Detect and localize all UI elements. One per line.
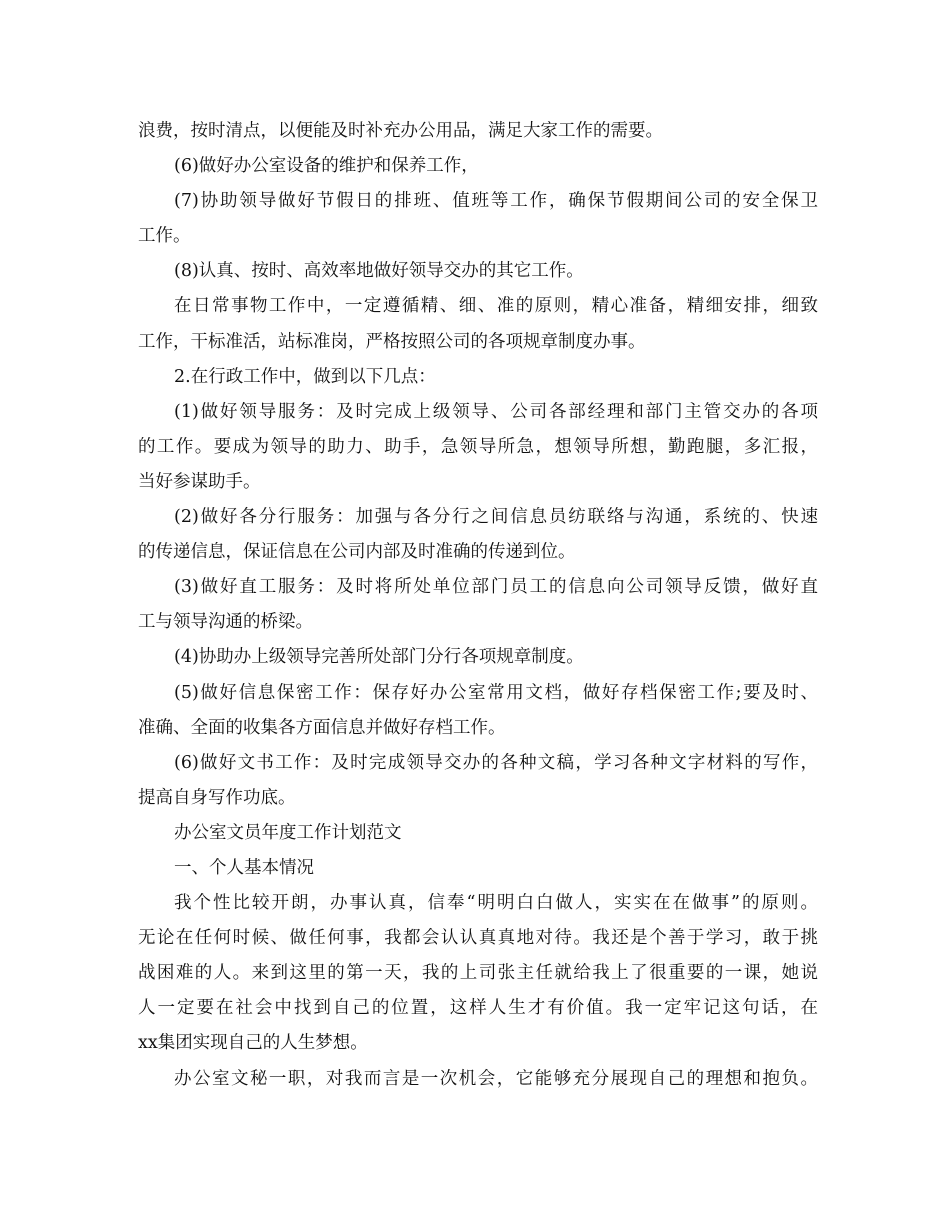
text-line: 提高自身写作功底。 (138, 787, 296, 808)
text-line: 工作。 (138, 226, 191, 247)
text-line: 战困难的人。来到这里的第一天，我的上司张主任就给我上了很重要的一课，她说 (138, 963, 818, 984)
text-line: (6)做好文书工作：及时完成领导交办的各种文稿，学习各种文字材料的写作， (174, 752, 818, 773)
text-line: 当好参谋助手。 (138, 471, 261, 492)
section-heading: 一、个人基本情况 (174, 857, 314, 878)
text-line: 浪费，按时清点，以便能及时补充办公用品，满足大家工作的需要。 (138, 121, 663, 141)
text-line: 2.在行政工作中，做到以下几点： (174, 366, 436, 387)
text-line: 在日常事物工作中，一定遵循精、细、准的原则，精心准备，精细安排，细致 (174, 296, 818, 317)
text-line: 无论在任何时候、做任何事，我都会认认真真地对待。我还是个善于学习，敢于挑 (138, 928, 818, 949)
text-line: (1)做好领导服务：及时完成上级领导、公司各部经理和部门主管交办的各项 (174, 401, 818, 422)
text-line: 办公室文秘一职，对我而言是一次机会，它能够充分展现自己的理想和抱负。 (174, 1068, 818, 1089)
text-line: (4)协助办上级领导完善所处部门分行各项规章制度。 (174, 647, 584, 668)
text-line: 我个性比较开朗，办事认真，信奉“明明白白做人，实实在在做事”的原则。 (174, 893, 818, 914)
section-title: 办公室文员年度工作计划范文 (174, 822, 402, 843)
text-line: (8)认真、按时、高效率地做好领导交办的其它工作。 (174, 261, 584, 282)
text-line: 准确、全面的收集各方面信息并做好存档工作。 (138, 717, 506, 738)
text-line: 的传递信息，保证信息在公司内部及时准确的传递到位。 (138, 542, 576, 563)
text-line: xx集团实现自己的人生梦想。 (138, 1033, 368, 1054)
text-line: (6)做好办公室设备的维护和保养工作， (174, 156, 479, 177)
text-line: (3)做好直工服务：及时将所处单位部门员工的信息向公司领导反馈，做好直 (174, 577, 818, 598)
text-line: 工作，干标准活，站标准岗，严格按照公司的各项规章制度办事。 (138, 331, 646, 352)
text-line: (2)做好各分行服务：加强与各分行之间信息员纺联络与沟通，系统的、快速 (174, 507, 818, 528)
text-line: 的工作。要成为领导的助力、助手，急领导所急，想领导所想，勤跑腿，多汇报， (138, 436, 818, 457)
text-line: (5)做好信息保密工作：保存好办公室常用文档，做好存档保密工作;要及时、 (174, 682, 818, 703)
document-body (138, 114, 818, 1097)
text-line: 人一定要在社会中找到自己的位置，这样人生才有价值。我一定牢记这句话，在 (138, 998, 818, 1019)
text-line: (7)协助领导做好节假日的排班、值班等工作，确保节假期间公司的安全保卫 (174, 191, 818, 212)
text-line: 工与领导沟通的桥梁。 (138, 612, 313, 633)
